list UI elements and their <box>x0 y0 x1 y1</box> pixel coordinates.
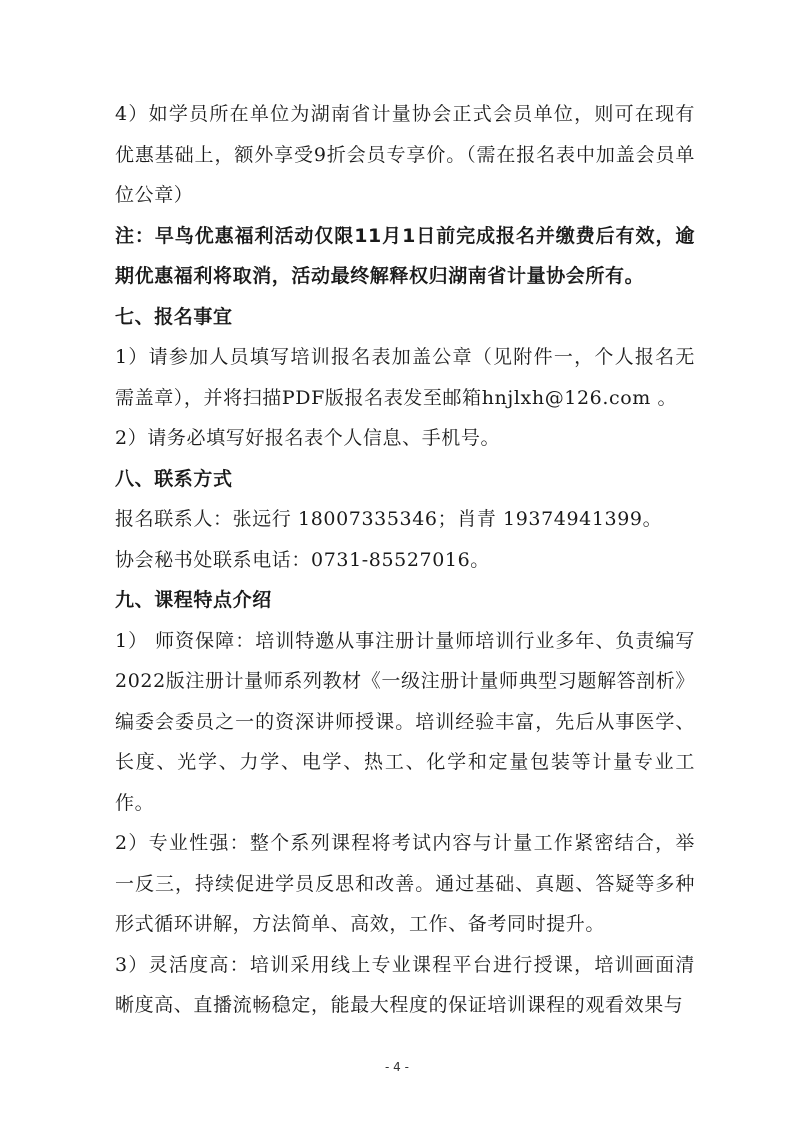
paragraph-registration-1: 1）请参加人员填写培训报名表加盖公章（见附件一，个人报名无需盖章），并将扫描PDF版报名表发至邮箱hnjlxh@126.com 。 <box>115 346 695 409</box>
paragraph-early-bird-note: 注：早鸟优惠福利活动仅限11月1日前完成报名并缴费后有效，逾期优惠福利将取消，活动最终解释权归湖南省计量协会所有。 <box>115 224 695 287</box>
paragraph-member-discount: 4）如学员所在单位为湖南省计量协会正式会员单位，则可在现有优惠基础上，额外享受9折会员专享价。（需在报名表中加盖会员单位公章） <box>115 103 695 206</box>
body-text <box>115 94 695 1026</box>
section-heading-registration: 七、报名事宜 <box>115 305 233 328</box>
paragraph-registration-2: 2）请务必填写好报名表个人信息、手机号。 <box>115 427 501 449</box>
paragraph-feature-1: 1） 师资保障：培训特邀从事注册计量师培训行业多年、负责编写2022版注册计量师系列教材《一级注册计量师典型习题解答剖析》编委会委员之一的资深讲师授课。培训经验丰富，先后从事医学、长度、光学、力学、电学、热工、化学和定量包装等计量专业工作。 <box>115 629 695 814</box>
section-heading-contact: 八、联系方式 <box>115 467 233 490</box>
section-heading-course-features: 九、课程特点介绍 <box>115 589 272 611</box>
paragraph-feature-2: 2）专业性强：整个系列课程将考试内容与计量工作紧密结合，举一反三，持续促进学员反思和改善。通过基础、真题、答疑等多种形式循环讲解，方法简单、高效，工作、备考同时提升。 <box>115 832 695 935</box>
page-number: - 4 - <box>385 1060 409 1074</box>
paragraph-contact-persons: 报名联系人：张远行 18007335346；肖青 19374941399。 <box>115 508 663 530</box>
paragraph-contact-phone: 协会秘书处联系电话：0731-85527016。 <box>115 548 490 571</box>
paragraph-feature-3: 3）灵活度高：培训采用线上专业课程平台进行授课，培训画面清晰度高、直播流畅稳定，能最大程度的保证培训课程的观看效果与 <box>115 953 695 1016</box>
